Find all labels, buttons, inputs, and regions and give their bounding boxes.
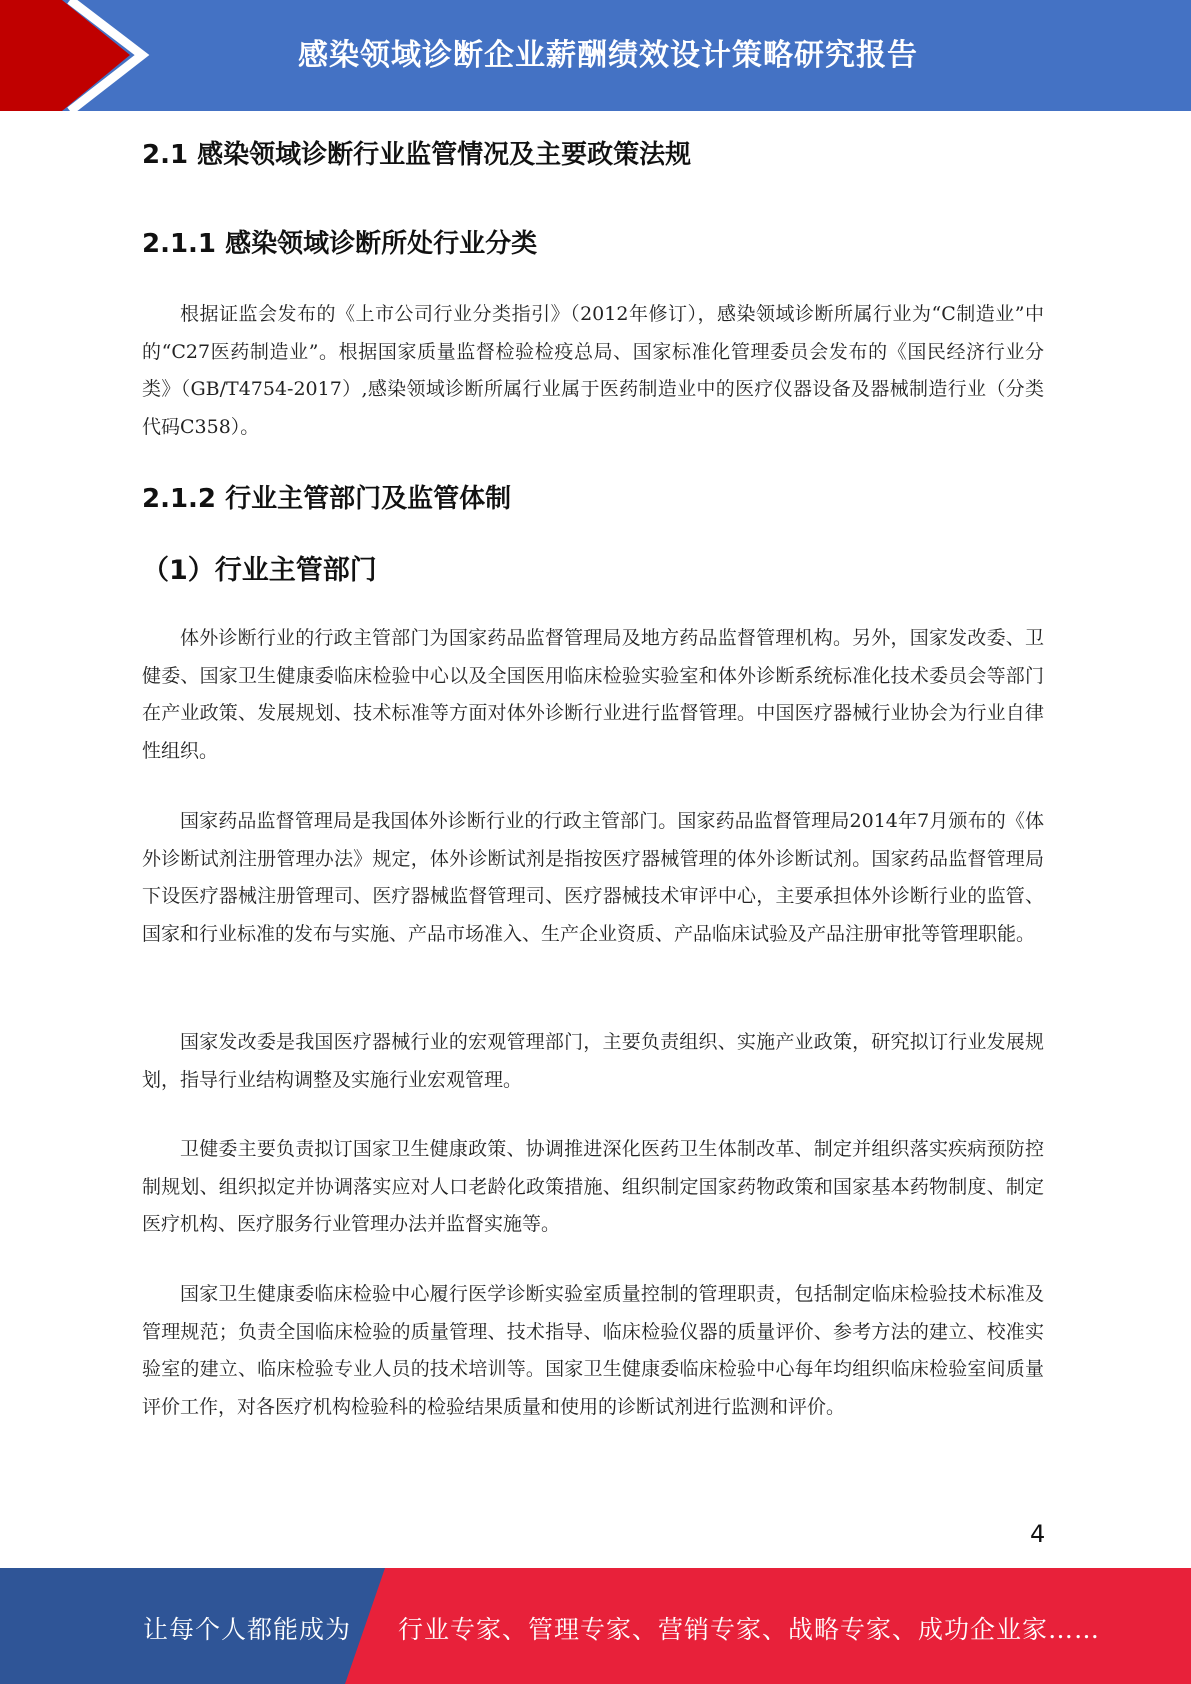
page-header	[0, 0, 1191, 111]
section-heading-2-1: 2.1 感染领域诊断行业监管情况及主要政策法规	[142, 140, 692, 170]
document-title: 感染领域诊断企业薪酬绩效设计策略研究报告	[298, 38, 918, 73]
footer-slogan-right: 行业专家、管理专家、营销专家、战略专家、成功企业家……	[398, 1615, 1101, 1644]
paragraph-nhc: 卫健委主要负责拟订国家卫生健康政策、协调推进深化医药卫生体制改革、制定并组织落实疾病预防控制规划、组织拟定并协调落实应对人口老龄化政策措施、组织制定国家药物政策和国家基本药物制度、制定医疗机构、医疗服务行业管理办法并监督实施等。	[142, 1138, 1044, 1235]
paragraph-nmpa: 国家药品监督管理局是我国体外诊断行业的行政主管部门。国家药品监督管理局2014年7月颁布的《体外诊断试剂注册管理办法》规定，体外诊断试剂是指按医疗器械管理的体外诊断试剂。国家药品监督管理局下设医疗器械注册管理司、医疗器械监督管理司、医疗器械技术审评中心，主要承担体外诊断行业的监管、国家和行业标准的发布与实施、产品市场准入、生产企业资质、产品临床试验及产品注册审批等管理职能。	[142, 810, 1044, 945]
section-heading-2-1-1: 2.1.1 感染领域诊断所处行业分类	[142, 229, 538, 259]
page-footer	[0, 1568, 1191, 1684]
paragraph-authority-overview: 体外诊断行业的行政主管部门为国家药品监督管理局及地方药品监督管理机构。另外，国家发改委、卫健委、国家卫生健康委临床检验中心以及全国医用临床检验实验室和体外诊断系统标准化技术委员会等部门在产业政策、发展规划、技术标准等方面对体外诊断行业进行监督管理。中国医疗器械行业协会为行业自律性组织。	[142, 627, 1044, 762]
page-number: 4	[1030, 1520, 1046, 1548]
paragraph-clinical-lab-center: 国家卫生健康委临床检验中心履行医学诊断实验室质量控制的管理职责，包括制定临床检验技术标准及管理规范；负责全国临床检验的质量管理、技术指导、临床检验仪器的质量评价、参考方法的建立、校准实验室的建立、临床检验专业人员的技术培训等。国家卫生健康委临床检验中心每年均组织临床检验室间质量评价工作，对各医疗机构检验科的检验结果质量和使用的诊断试剂进行监测和评价。	[142, 1283, 1044, 1418]
section-heading-2-1-2: 2.1.2 行业主管部门及监管体制	[142, 484, 512, 514]
subsection-heading-authority: （1）行业主管部门	[142, 555, 377, 586]
paragraph-industry-classification: 根据证监会发布的《上市公司行业分类指引》（2012年修订），感染领域诊断所属行业为“C制造业”中的“C27医药制造业”。根据国家质量监督检验检疫总局、国家标准化管理委员会发布的《国民经济行业分类》（GB/T4754-2017）,感染领域诊断所属行业属于医药制造业中的医疗仪器设备及器械制造行业（分类代码C358）。	[142, 303, 1044, 438]
footer-slogan-left: 让每个人都能成为	[143, 1615, 352, 1644]
paragraph-ndrc: 国家发改委是我国医疗器械行业的宏观管理部门，主要负责组织、实施产业政策，研究拟订行业发展规划，指导行业结构调整及实施行业宏观管理。	[142, 1031, 1044, 1091]
